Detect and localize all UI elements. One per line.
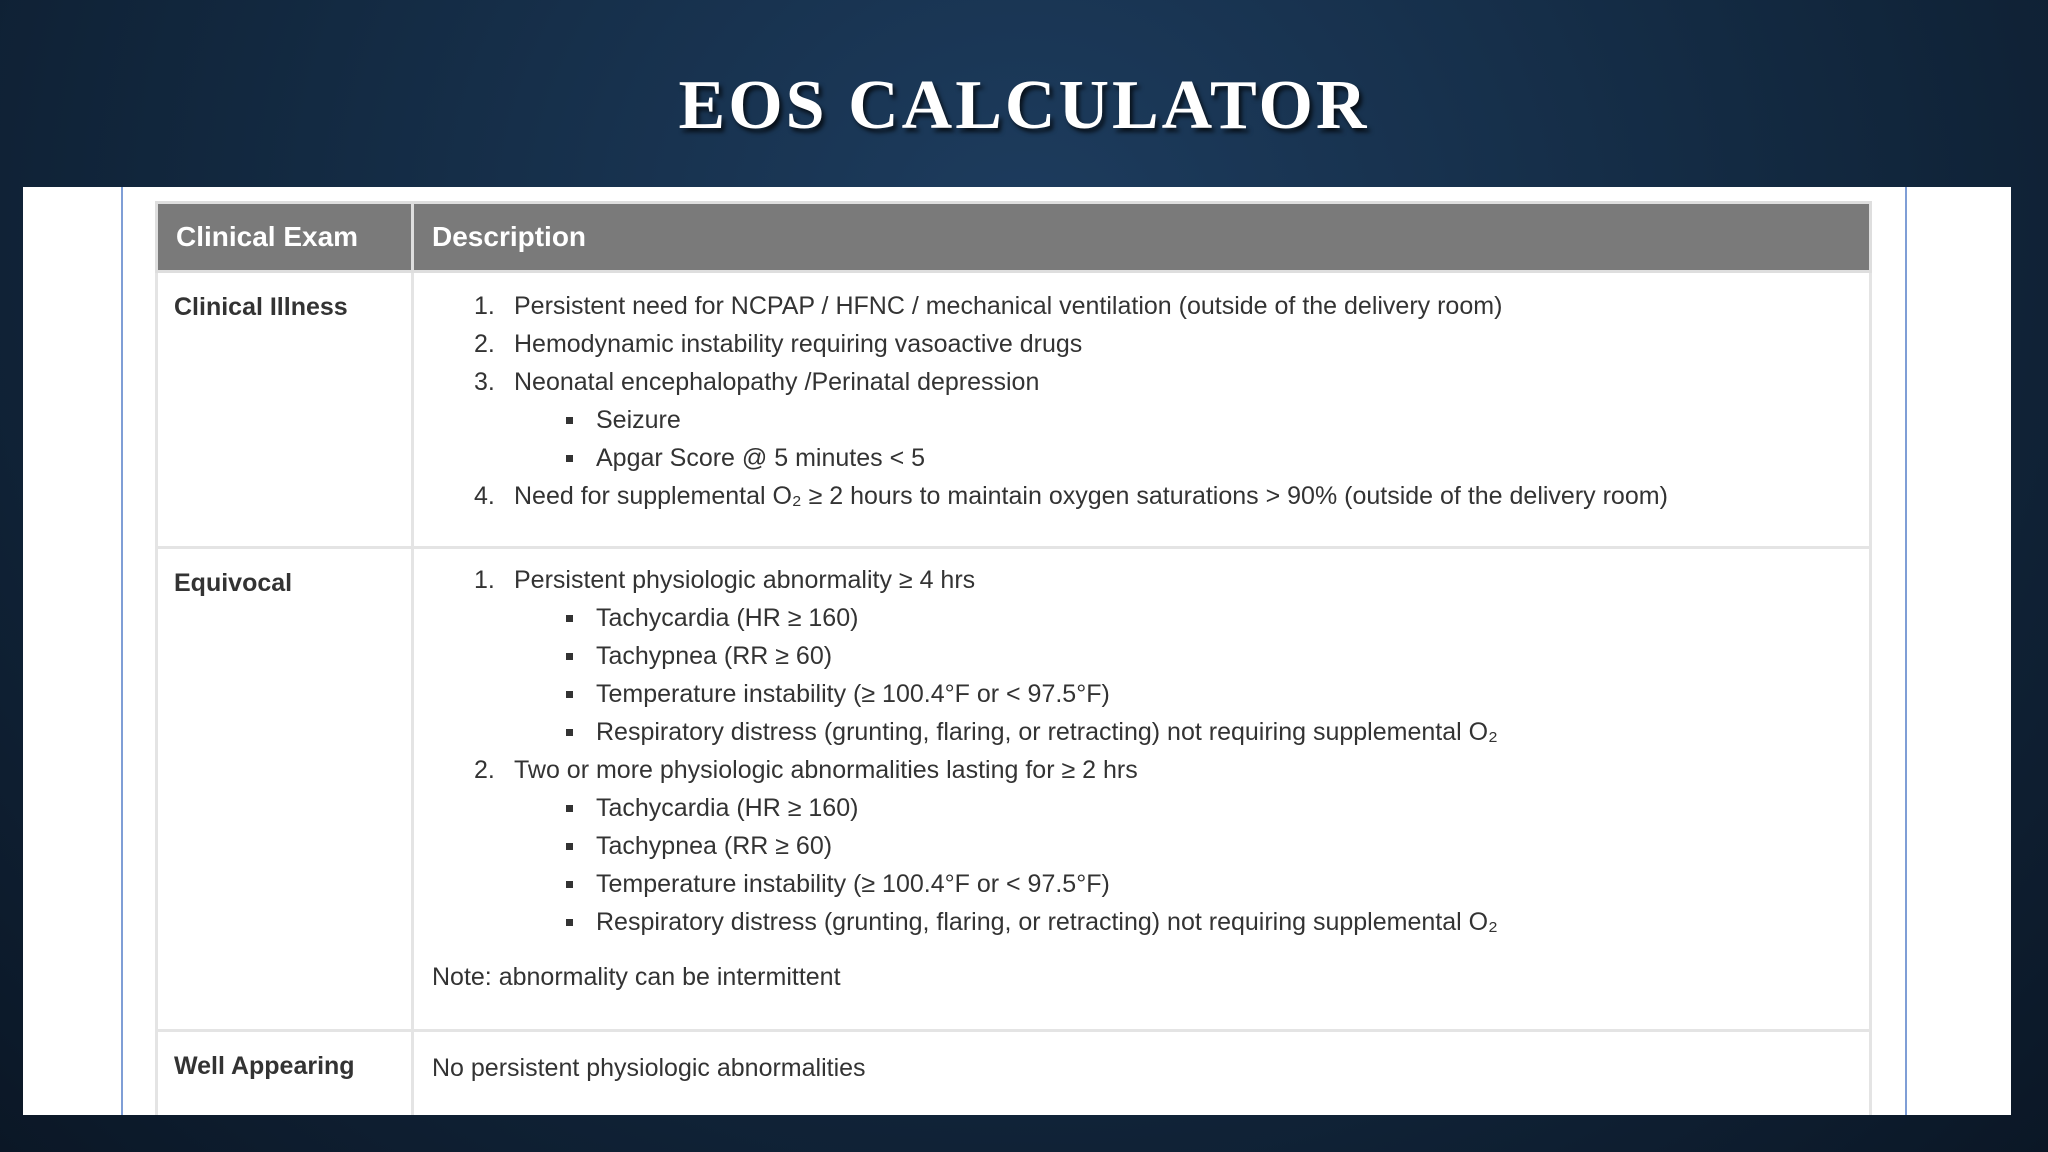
sub-list-item: Seizure: [596, 401, 1869, 439]
sub-list-item: Tachypnea (RR ≥ 60): [596, 827, 1869, 865]
equivocal-note: Note: abnormality can be intermittent: [432, 963, 841, 991]
sub-list-item: Apgar Score @ 5 minutes < 5: [596, 439, 1869, 477]
header-clinical-exam: Clinical Exam: [157, 203, 413, 272]
clinical-exam-table: [155, 201, 1872, 1115]
left-border-line: [121, 187, 123, 1115]
list-item: 1. Persistent physiologic abnormality ≥ 4 hrs Tachycardia (HR ≥ 160) Tachypnea (RR ≥ 60) Temperature instability (≥ 100.4°F or < 97.5°F) Respiratory distress (grunting, flaring, or retracting) not requiring supplemental O₂: [514, 561, 1869, 751]
right-border-line: [1905, 187, 1907, 1115]
row-well-appearing: [157, 1031, 1871, 1116]
row-label-clinical-illness: Clinical Illness: [157, 272, 413, 548]
description-well-appearing: No persistent physiologic abnormalities: [413, 1031, 1871, 1116]
table-header-row: [157, 203, 1871, 272]
list-item: 2. Hemodynamic instability requiring vasoactive drugs: [474, 330, 1083, 358]
sub-list-item: Tachycardia (HR ≥ 160): [596, 599, 1869, 637]
description-equivocal: [413, 548, 1871, 1031]
row-label-well-appearing: Well Appearing: [157, 1031, 413, 1116]
sub-list-item: Temperature instability (≥ 100.4°F or < 97.5°F): [596, 675, 1869, 713]
list-item: 4. Need for supplemental O₂ ≥ 2 hours to maintain oxygen saturations > 90% (outside of the delivery room): [474, 482, 1668, 510]
row-label-equivocal: Equivocal: [157, 548, 413, 1031]
list-item: 1. Persistent need for NCPAP / HFNC / mechanical ventilation (outside of the delivery room): [474, 292, 1503, 320]
content-panel: [23, 187, 2011, 1115]
sub-list-item: Respiratory distress (grunting, flaring, or retracting) not requiring supplemental O₂: [596, 903, 1869, 941]
sub-list-item: Temperature instability (≥ 100.4°F or < 97.5°F): [596, 865, 1869, 903]
row-clinical-illness: [157, 272, 1871, 548]
list-item: 2. Two or more physiologic abnormalities lasting for ≥ 2 hrs Tachycardia (HR ≥ 160) Tachypnea (RR ≥ 60) Temperature instability (≥ 100.4°F or < 97.5°F) Respiratory distress (grunting, flaring, or retracting) not requiring supplemental O₂: [514, 751, 1869, 941]
sub-list-item: Tachypnea (RR ≥ 60): [596, 637, 1869, 675]
sub-list-item: Respiratory distress (grunting, flaring, or retracting) not requiring supplemental O₂: [596, 713, 1869, 751]
list-item: 3. Neonatal encephalopathy /Perinatal depression Seizure Apgar Score @ 5 minutes < 5: [514, 363, 1869, 477]
slide-title: EOS CALCULATOR: [678, 67, 1370, 144]
sub-list-item: Tachycardia (HR ≥ 160): [596, 789, 1869, 827]
description-clinical-illness: [413, 272, 1871, 548]
header-description: Description: [413, 203, 1871, 272]
row-equivocal: [157, 548, 1871, 1031]
